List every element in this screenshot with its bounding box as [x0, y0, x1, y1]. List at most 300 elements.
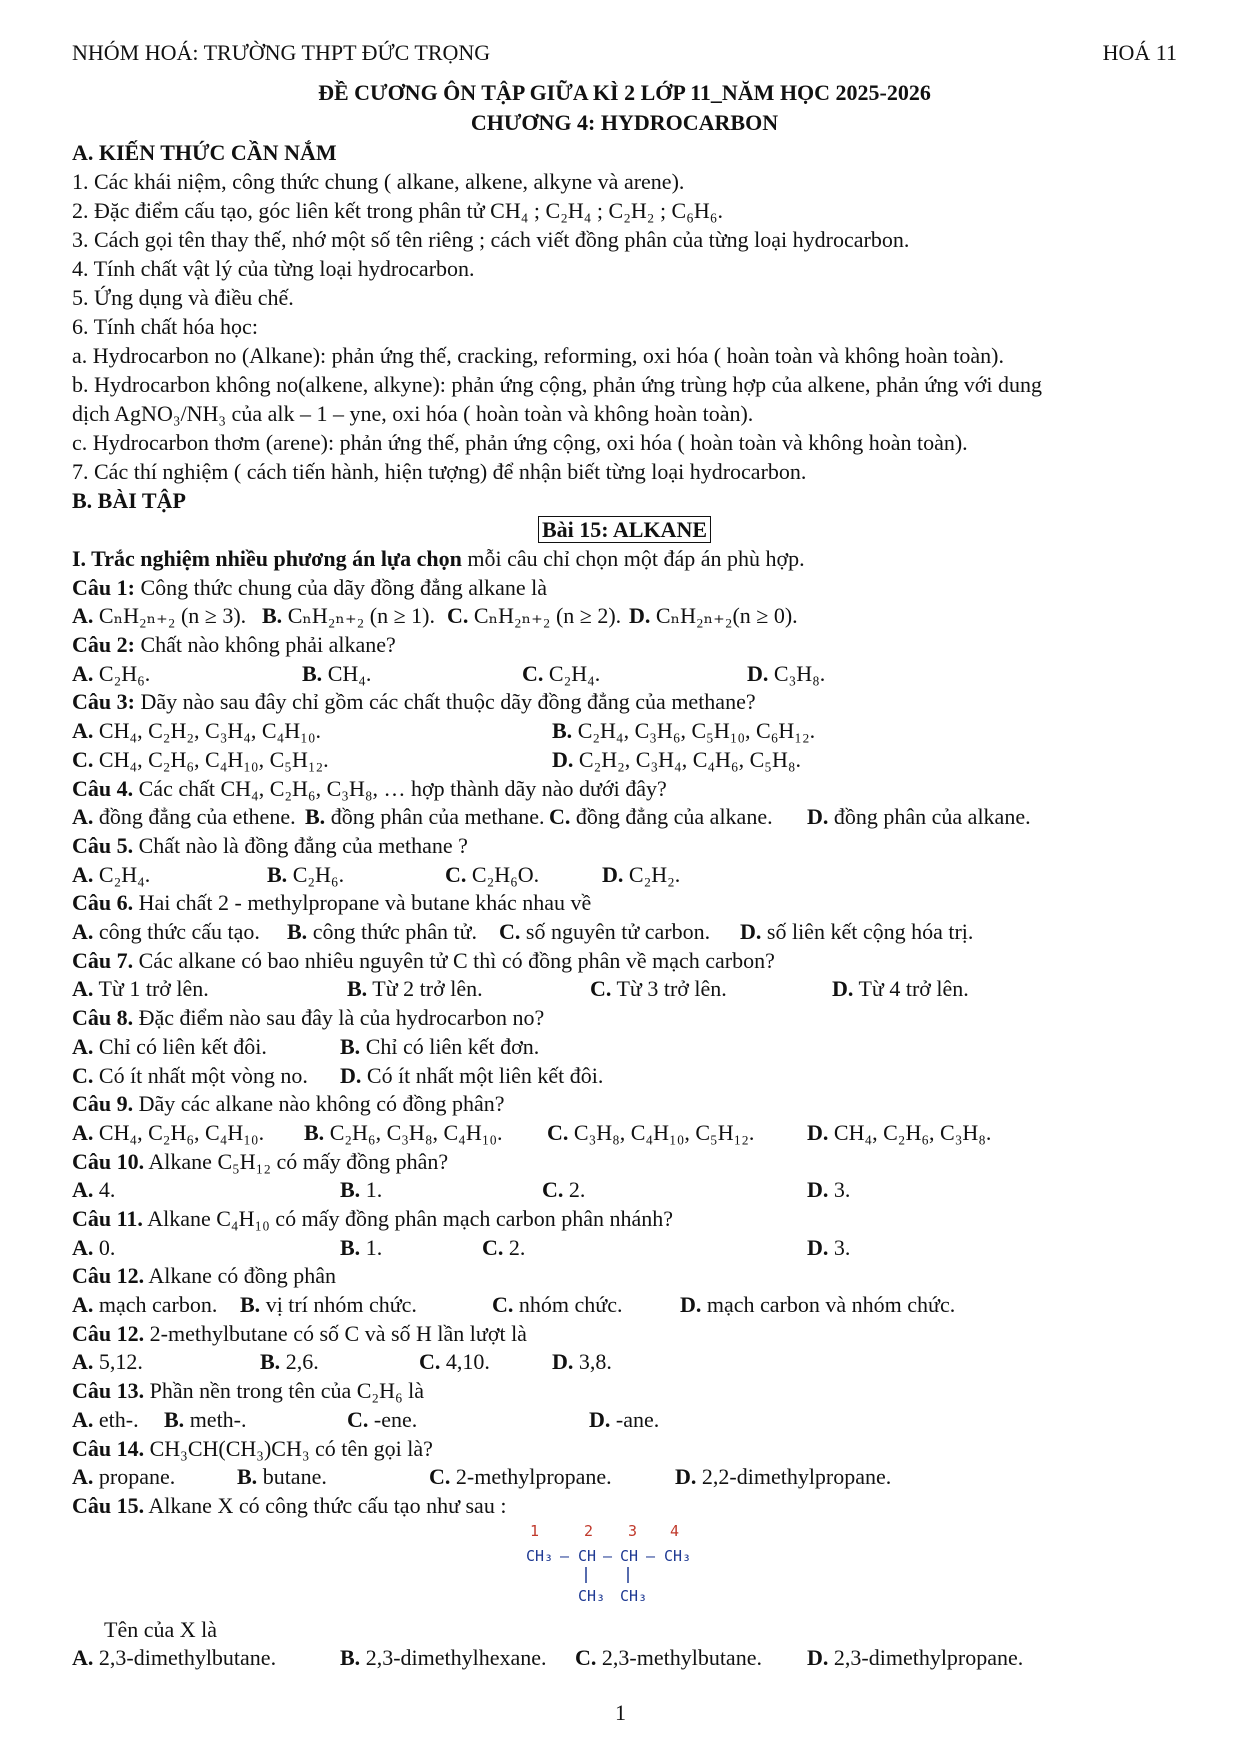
- answer-option[interactable]: [680, 1291, 955, 1320]
- option-text: Từ 1 trở lên.: [93, 976, 209, 1002]
- question: [72, 1004, 1177, 1090]
- carbon-number-3: 3: [628, 1521, 638, 1540]
- answer-option[interactable]: [72, 1291, 217, 1320]
- lesson-title: Bài 15: ALKANE: [538, 516, 711, 543]
- option-text: đồng đẳng của alkane.: [570, 804, 773, 830]
- option-key: C.: [445, 861, 467, 887]
- question-label: Câu 8.: [72, 1005, 134, 1031]
- question: [72, 775, 1177, 832]
- question-text: Dãy các alkane nào không có đồng phân?: [133, 1091, 505, 1117]
- options-row: [72, 918, 1177, 947]
- answer-option[interactable]: [522, 660, 600, 689]
- option-key: A.: [72, 919, 94, 945]
- option-key: A.: [72, 1119, 94, 1145]
- answer-option[interactable]: [164, 1406, 247, 1435]
- branch-c3: CH₃: [620, 1586, 648, 1605]
- answer-option[interactable]: [267, 861, 344, 890]
- answer-option[interactable]: [304, 1119, 503, 1148]
- question-text: Các alkane có bao nhiêu nguyên tử C thì có đồng phân về mạch carbon?: [133, 947, 775, 973]
- answer-option[interactable]: [429, 1463, 612, 1492]
- answer-option[interactable]: [552, 1348, 612, 1377]
- answer-option[interactable]: [807, 803, 1031, 832]
- option-text: C₂H₄.: [93, 861, 151, 887]
- answer-option[interactable]: [807, 1119, 991, 1148]
- question: [72, 832, 1177, 889]
- answer-option[interactable]: [740, 918, 973, 947]
- option-key: A.: [72, 1292, 94, 1318]
- answer-option[interactable]: [747, 660, 825, 689]
- structural-formula: [72, 1521, 1177, 1616]
- bond-2-3: –: [603, 1546, 613, 1565]
- option-text: Từ 4 trở lên.: [853, 976, 969, 1002]
- answer-option[interactable]: [445, 861, 539, 890]
- option-text: 1.: [360, 1234, 383, 1260]
- question-stem: [72, 1090, 1177, 1119]
- option-key: D.: [602, 861, 624, 887]
- option-text: butane.: [257, 1464, 327, 1490]
- answer-option[interactable]: [807, 1644, 1023, 1673]
- option-key: C.: [419, 1349, 441, 1375]
- option-key: B.: [262, 603, 283, 629]
- section-a-item: a. Hydrocarbon no (Alkane): phản ứng thế, cracking, reforming, oxi hóa ( hoàn toàn và không hoàn toàn).: [72, 343, 1004, 368]
- option-key: B.: [305, 804, 326, 830]
- option-text: C₂H₄.: [543, 660, 601, 686]
- question: [72, 688, 1177, 774]
- branch-c2: CH₃: [578, 1586, 606, 1605]
- question-label: Câu 4.: [72, 775, 134, 801]
- option-text: 2,3-dimethylhexane.: [360, 1645, 547, 1671]
- main-chain-c2: CH: [578, 1546, 597, 1565]
- option-text: CH₄.: [322, 660, 372, 686]
- option-key: C.: [447, 603, 469, 629]
- answer-option[interactable]: [72, 918, 260, 947]
- question-text: Alkane X có công thức cấu tạo như sau :: [144, 1492, 507, 1518]
- option-text: meth-.: [184, 1406, 247, 1432]
- answer-option[interactable]: [240, 1291, 417, 1320]
- question: [72, 1492, 1177, 1521]
- option-text: CH₄, C₂H₆, C₃H₈.: [828, 1119, 992, 1145]
- option-text: CH₄, C₂H₆, C₄H₁₀, C₅H₁₂.: [93, 746, 329, 772]
- option-text: Chỉ có liên kết đôi.: [93, 1033, 267, 1059]
- question: [72, 1377, 1177, 1434]
- structure-diagram: [522, 1521, 742, 1616]
- answer-option[interactable]: [675, 1463, 891, 1492]
- answer-option[interactable]: [340, 1062, 603, 1091]
- option-text: mạch carbon.: [93, 1292, 218, 1318]
- option-key: B.: [340, 1645, 361, 1671]
- option-key: D.: [340, 1062, 362, 1088]
- answer-option[interactable]: [575, 1644, 762, 1673]
- options-row: [72, 602, 1177, 631]
- answer-option[interactable]: [340, 1176, 382, 1205]
- question: [72, 1148, 1177, 1205]
- carbon-number-4: 4: [670, 1521, 680, 1540]
- question-stem: [72, 1262, 1177, 1291]
- option-text: 3.: [828, 1177, 851, 1203]
- option-key: C.: [575, 1645, 597, 1671]
- option-text: C₂H₂.: [623, 861, 681, 887]
- answer-option[interactable]: [492, 1291, 622, 1320]
- answer-option[interactable]: [72, 1176, 115, 1205]
- question-text: Alkane C₄H₁₀ có mấy đồng phân mạch carbon phân nhánh?: [142, 1205, 674, 1231]
- page-header: [72, 40, 1177, 66]
- section-a-item: 6. Tính chất hóa học:: [72, 314, 258, 339]
- option-key: C.: [492, 1292, 514, 1318]
- question: [72, 1262, 1177, 1319]
- answer-option[interactable]: [549, 803, 773, 832]
- question-stem: [72, 947, 1177, 976]
- option-text: số nguyên tử carbon.: [520, 919, 711, 945]
- question-label: Câu 11.: [72, 1205, 143, 1231]
- option-text: 2-methylpropane.: [450, 1464, 612, 1490]
- answer-option[interactable]: [72, 1033, 267, 1062]
- question-list: [72, 574, 1177, 1521]
- question-text: CH₃CH(CH₃)CH₃ có tên gọi là?: [144, 1435, 433, 1461]
- option-key: D.: [832, 976, 854, 1002]
- question-label: Câu 10.: [72, 1148, 145, 1174]
- option-text: số liên kết cộng hóa trị.: [761, 919, 974, 945]
- answer-option[interactable]: [542, 1176, 585, 1205]
- question-stem: [72, 832, 1177, 861]
- option-text: 2.: [503, 1234, 526, 1260]
- option-key: C.: [547, 1119, 569, 1145]
- answer-option[interactable]: [552, 746, 801, 775]
- option-text: 4,10.: [440, 1349, 490, 1375]
- option-text: C₃H₈, C₄H₁₀, C₅H₁₂.: [568, 1119, 755, 1145]
- answer-option[interactable]: [419, 1348, 490, 1377]
- answer-option[interactable]: [287, 918, 477, 947]
- option-key: C.: [499, 919, 521, 945]
- option-key: C.: [542, 1177, 564, 1203]
- option-key: D.: [552, 746, 574, 772]
- answer-option[interactable]: [807, 1234, 850, 1263]
- answer-option[interactable]: [72, 1644, 276, 1673]
- options-row: [72, 1463, 1177, 1492]
- option-text: đồng phân của alkane.: [828, 804, 1031, 830]
- option-text: 5,12.: [93, 1349, 143, 1375]
- option-key: A.: [72, 1349, 94, 1375]
- option-text: C₃H₈.: [768, 660, 826, 686]
- question-text: Chất nào là đồng đẳng của methane ?: [133, 832, 468, 858]
- option-text: 2,3-dimethylpropane.: [828, 1645, 1024, 1671]
- chapter-title: CHƯƠNG 4: HYDROCARBON: [470, 110, 779, 135]
- question-stem: [72, 631, 1177, 660]
- option-text: -ene.: [368, 1406, 418, 1432]
- option-text: CₙH₂ₙ₊₂ (n ≥ 3).: [93, 603, 247, 629]
- question-text: Dãy nào sau đây chỉ gồm các chất thuộc dãy đồng đẳng của methane?: [134, 689, 756, 715]
- answer-option[interactable]: [72, 1406, 139, 1435]
- options-row: [72, 861, 1177, 890]
- option-text: C₂H₆, C₃H₈, C₄H₁₀.: [324, 1119, 503, 1145]
- question: [72, 1090, 1177, 1147]
- question: [72, 1320, 1177, 1377]
- option-key: C.: [522, 660, 544, 686]
- option-text: công thức phân tử.: [307, 919, 478, 945]
- option-text: Chỉ có liên kết đơn.: [360, 1033, 540, 1059]
- answer-option[interactable]: [72, 1348, 143, 1377]
- option-key: B.: [340, 1234, 361, 1260]
- option-text: Từ 3 trở lên.: [611, 976, 727, 1002]
- options-row: [72, 1119, 1177, 1148]
- question-stem: [72, 1148, 1177, 1177]
- option-key: C.: [347, 1406, 369, 1432]
- option-key: A.: [72, 603, 94, 629]
- question: [72, 1435, 1177, 1492]
- option-key: A.: [72, 861, 94, 887]
- question-label: Câu 9.: [72, 1091, 134, 1117]
- option-text: 2,2-dimethylpropane.: [696, 1464, 892, 1490]
- question-label: Câu 1:: [72, 574, 135, 600]
- question-text: 2-methylbutane có số C và số H lần lượt là: [144, 1320, 527, 1346]
- option-key: D.: [807, 804, 829, 830]
- option-key: D.: [747, 660, 769, 686]
- options-row: [72, 717, 1177, 746]
- answer-option[interactable]: [72, 1119, 264, 1148]
- answer-option[interactable]: [629, 602, 798, 631]
- question-label: Câu 7.: [72, 947, 134, 973]
- option-text: mạch carbon và nhóm chức.: [701, 1292, 956, 1318]
- question-text: Phần nền trong tên của C₂H₆ là: [144, 1378, 425, 1404]
- option-text: công thức cấu tạo.: [93, 919, 260, 945]
- option-text: Có ít nhất một liên kết đôi.: [361, 1062, 604, 1088]
- option-key: B.: [287, 919, 308, 945]
- document-page: [72, 40, 1177, 1673]
- answer-option[interactable]: [72, 975, 209, 1004]
- question: [72, 631, 1177, 688]
- option-text: 3,8.: [573, 1349, 612, 1375]
- option-text: 2,6.: [280, 1349, 319, 1375]
- answer-option[interactable]: [237, 1463, 327, 1492]
- main-chain-c1: CH₃: [526, 1546, 554, 1565]
- question-text: Các chất CH₄, C₂H₆, C₃H₈, … hợp thành dãy nào dưới đây?: [133, 775, 667, 801]
- doc-title: ĐỀ CƯƠNG ÔN TẬP GIỮA KÌ 2 LỚP 11_NĂM HỌC 2025-2026: [318, 80, 931, 105]
- question-stem: [72, 1492, 1177, 1521]
- options-row: [72, 1176, 1177, 1205]
- header-left: NHÓM HOÁ: TRƯỜNG THPT ĐỨC TRỌNG: [72, 40, 491, 65]
- option-key: C.: [482, 1234, 504, 1260]
- option-text: -ane.: [610, 1406, 660, 1432]
- option-text: eth-.: [93, 1406, 139, 1432]
- options-row: [72, 975, 1177, 1004]
- answer-option[interactable]: [447, 602, 621, 631]
- option-key: D.: [740, 919, 762, 945]
- option-text: đồng phân của methane.: [325, 804, 545, 830]
- option-key: B.: [340, 1033, 361, 1059]
- part-heading: I. Trắc nghiệm nhiều phương án lựa chọn: [72, 546, 462, 571]
- header-right: HOÁ 11: [1102, 40, 1177, 65]
- option-text: C₂H₆.: [93, 660, 151, 686]
- section-a-item: 2. Đặc điểm cấu tạo, góc liên kết trong phân tử CH₄ ; C₂H₄ ; C₂H₂ ; C₆H₆.: [72, 198, 723, 223]
- options-row: [72, 1234, 1177, 1263]
- option-key: A.: [72, 660, 94, 686]
- question-stem: [72, 1320, 1177, 1349]
- answer-option[interactable]: [305, 803, 545, 832]
- question-stem: [72, 1205, 1177, 1234]
- option-key: C.: [72, 746, 94, 772]
- answer-option[interactable]: [590, 975, 727, 1004]
- option-key: B.: [347, 976, 368, 1002]
- option-key: D.: [680, 1292, 702, 1318]
- question-text: Đặc điểm nào sau đây là của hydrocarbon no?: [133, 1005, 545, 1031]
- answer-option[interactable]: [547, 1119, 754, 1148]
- question-text: Hai chất 2 - methylpropane và butane khác nhau về: [133, 890, 592, 916]
- option-key: B.: [237, 1464, 258, 1490]
- option-text: CₙH₂ₙ₊₂ (n ≥ 1).: [282, 603, 435, 629]
- answer-option[interactable]: [72, 861, 150, 890]
- option-key: D.: [629, 603, 651, 629]
- options-row: [72, 1033, 1177, 1062]
- section-a-item: 3. Cách gọi tên thay thế, nhớ một số tên riêng ; cách viết đồng phân của từng loại hydrocarbon.: [72, 227, 910, 252]
- question-label: Câu 12.: [72, 1320, 145, 1346]
- option-key: B.: [302, 660, 323, 686]
- question-stem: [72, 1004, 1177, 1033]
- option-key: B.: [340, 1177, 361, 1203]
- question-label: Câu 2:: [72, 632, 135, 658]
- option-key: B.: [240, 1292, 261, 1318]
- answer-option[interactable]: [72, 1463, 175, 1492]
- option-text: 2.: [563, 1177, 586, 1203]
- option-text: CH₄, C₂H₆, C₄H₁₀.: [93, 1119, 265, 1145]
- answer-option[interactable]: [72, 660, 150, 689]
- answer-option[interactable]: [72, 602, 246, 631]
- question-label: Câu 14.: [72, 1435, 145, 1461]
- option-key: A.: [72, 804, 94, 830]
- answer-option[interactable]: [602, 861, 680, 890]
- option-key: A.: [72, 1234, 94, 1260]
- option-key: D.: [675, 1464, 697, 1490]
- answer-option[interactable]: [72, 746, 329, 775]
- answer-option[interactable]: [832, 975, 969, 1004]
- bond-3-4: –: [646, 1546, 656, 1565]
- option-key: A.: [72, 718, 94, 744]
- option-text: đồng đẳng của ethene.: [93, 804, 296, 830]
- option-text: C₂H₆.: [287, 861, 345, 887]
- question-stem: [72, 889, 1177, 918]
- option-text: 0.: [93, 1234, 116, 1260]
- question-label: Câu 12.: [72, 1263, 145, 1289]
- option-key: A.: [72, 1406, 94, 1432]
- answer-option[interactable]: [482, 1234, 525, 1263]
- option-text: C₂H₆O.: [466, 861, 540, 887]
- option-key: A.: [72, 1645, 94, 1671]
- carbon-number-1: 1: [530, 1521, 540, 1540]
- option-key: A.: [72, 1177, 94, 1203]
- answer-option[interactable]: [340, 1234, 382, 1263]
- answer-option[interactable]: [262, 602, 435, 631]
- question-stem: [72, 1377, 1177, 1406]
- section-a-item: 7. Các thí nghiệm ( cách tiến hành, hiện tượng) để nhận biết từng loại hydrocarbon.: [72, 459, 807, 484]
- answer-option[interactable]: [72, 803, 296, 832]
- answer-option[interactable]: [72, 717, 321, 746]
- answer-option[interactable]: [807, 1176, 850, 1205]
- answer-option[interactable]: [340, 1644, 547, 1673]
- question-stem: [72, 574, 1177, 603]
- option-text: 3.: [828, 1234, 851, 1260]
- question: [72, 889, 1177, 946]
- options-row: [72, 1291, 1177, 1320]
- option-key: D.: [552, 1349, 574, 1375]
- bond-1-2: –: [560, 1546, 570, 1565]
- option-text: CₙH₂ₙ₊₂(n ≥ 0).: [650, 603, 798, 629]
- answer-option[interactable]: [347, 975, 483, 1004]
- question: [72, 1205, 1177, 1262]
- option-key: C.: [590, 976, 612, 1002]
- option-key: B.: [552, 718, 573, 744]
- answer-option[interactable]: [302, 660, 371, 689]
- option-key: B.: [267, 861, 288, 887]
- question-label: Câu 15.: [72, 1492, 145, 1518]
- option-key: B.: [164, 1406, 185, 1432]
- answer-option[interactable]: [589, 1406, 659, 1435]
- page-number: 1: [615, 1700, 626, 1725]
- lesson-title-box: [72, 517, 1177, 543]
- answer-option[interactable]: [552, 717, 815, 746]
- section-a-item: b. Hydrocarbon không no(alkene, alkyne): phản ứng cộng, phản ứng trùng hợp của alkene, phản ứng với dung: [72, 372, 1042, 397]
- section-a-item: 1. Các khái niệm, công thức chung ( alkane, alkene, alkyne và arene).: [72, 169, 685, 194]
- option-key: A.: [72, 1033, 94, 1059]
- part-instructions: [72, 545, 1177, 574]
- option-key: D.: [807, 1177, 829, 1203]
- question: [72, 947, 1177, 1004]
- options-row: [72, 803, 1177, 832]
- option-text: propane.: [93, 1464, 176, 1490]
- answer-option[interactable]: [260, 1348, 319, 1377]
- option-text: nhóm chức.: [513, 1292, 623, 1318]
- option-text: 2,3-methylbutane.: [596, 1645, 762, 1671]
- options-row: [72, 1348, 1177, 1377]
- question-label: Câu 13.: [72, 1378, 145, 1404]
- question-stem: [72, 775, 1177, 804]
- option-key: D.: [807, 1645, 829, 1671]
- q15-options: [72, 1644, 1177, 1673]
- options-row: [72, 1406, 1177, 1435]
- option-key: D.: [807, 1119, 829, 1145]
- answer-option[interactable]: [72, 1234, 115, 1263]
- option-key: D.: [807, 1234, 829, 1260]
- question-text: Công thức chung của dãy đồng đẳng alkane là: [134, 574, 548, 600]
- option-text: 2,3-dimethylbutane.: [93, 1645, 277, 1671]
- section-a-heading: A. KIẾN THỨC CẦN NẮM: [72, 140, 337, 165]
- option-text: CH₄, C₂H₂, C₃H₄, C₄H₁₀.: [93, 718, 321, 744]
- option-text: 4.: [93, 1177, 116, 1203]
- option-text: Có ít nhất một vòng no.: [93, 1062, 308, 1088]
- question-label: Câu 5.: [72, 832, 134, 858]
- section-a-item: c. Hydrocarbon thơm (arene): phản ứng thế, phản ứng cộng, oxi hóa ( hoàn toàn và không hoàn toàn).: [72, 430, 968, 455]
- options-row: [72, 1062, 1177, 1091]
- answer-option[interactable]: [72, 1062, 308, 1091]
- question: [72, 574, 1177, 631]
- option-text: Từ 2 trở lên.: [367, 976, 483, 1002]
- option-text: 1.: [360, 1177, 383, 1203]
- option-key: C.: [549, 804, 571, 830]
- section-a-list: [72, 167, 1177, 486]
- answer-option[interactable]: [340, 1033, 539, 1062]
- question-text: Alkane có đồng phân: [144, 1263, 336, 1289]
- question-label: Câu 6.: [72, 890, 134, 916]
- option-text: C₂H₂, C₃H₄, C₄H₆, C₅H₈.: [573, 746, 801, 772]
- answer-option[interactable]: [499, 918, 710, 947]
- option-key: A.: [72, 1464, 94, 1490]
- question-stem: [72, 1435, 1177, 1464]
- option-key: B.: [304, 1119, 325, 1145]
- option-key: B.: [260, 1349, 281, 1375]
- question-stem: [72, 688, 1177, 717]
- option-key: D.: [589, 1406, 611, 1432]
- part-note: mỗi câu chỉ chọn một đáp án phù hợp.: [461, 546, 805, 571]
- answer-option[interactable]: [347, 1406, 417, 1435]
- option-key: C.: [429, 1464, 451, 1490]
- options-row: [72, 660, 1177, 689]
